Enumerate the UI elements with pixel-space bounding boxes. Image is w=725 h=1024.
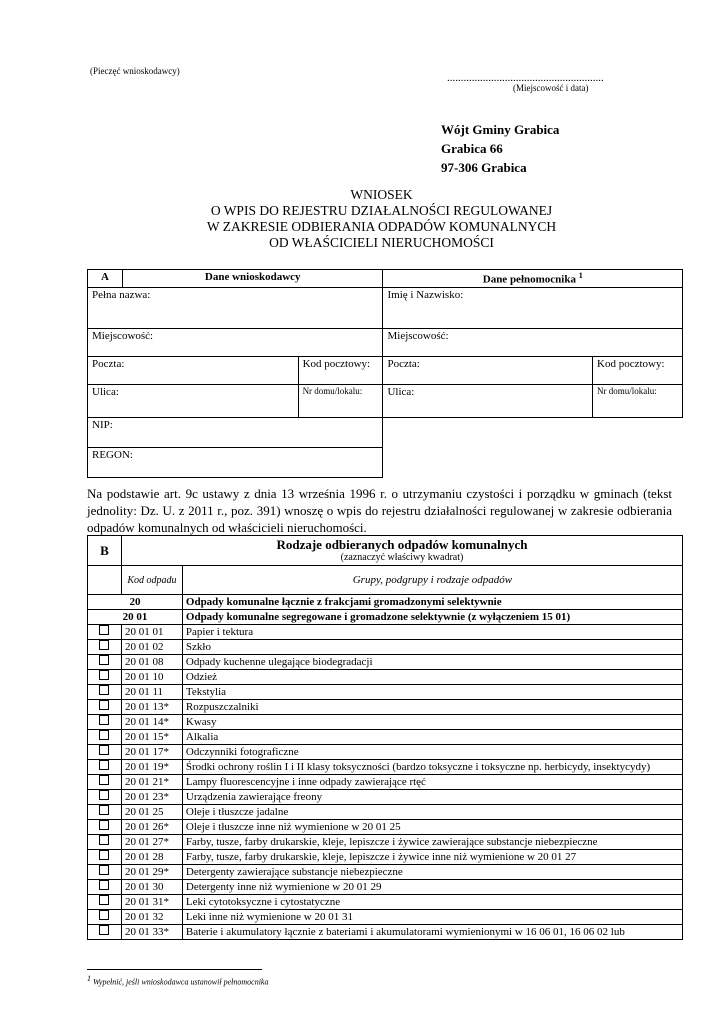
addressee-line-2: Grabica 66 [441,141,503,156]
waste-name: Rozpuszczalniki [182,700,682,715]
waste-checkbox[interactable] [99,685,109,695]
waste-code: 20 01 13* [121,700,182,715]
waste-code: 20 01 25 [121,805,182,820]
waste-code: 20 01 33* [121,925,182,940]
waste-row [88,805,683,820]
waste-row [88,730,683,745]
waste-row [88,685,683,700]
waste-checkbox-cell[interactable] [88,745,122,760]
waste-code: 20 01 27* [121,835,182,850]
waste-checkbox-cell[interactable] [88,925,122,940]
section-a-letter: A [88,270,123,288]
waste-code: 20 01 30 [121,880,182,895]
footnote [87,974,268,987]
waste-row [88,820,683,835]
waste-row [88,670,683,685]
proxy-header-text: Dane pełnomocnika [482,273,576,286]
proxy-post-field[interactable]: Poczta: [383,356,593,384]
applicant-nip-field[interactable]: NIP: [88,417,383,447]
waste-checkbox[interactable] [99,790,109,800]
col-groups-header: Grupy, podgrupy i rodzaje odpadów [182,566,682,595]
waste-code: 20 01 19* [121,760,182,775]
footnote-separator [87,969,262,970]
waste-code: 20 01 29* [121,865,182,880]
waste-checkbox-cell[interactable] [88,730,122,745]
waste-checkbox[interactable] [99,880,109,890]
waste-row [88,895,683,910]
applicant-regon-field[interactable]: REGON: [88,447,383,477]
waste-row [88,640,683,655]
waste-name: Odzież [182,670,682,685]
applicant-full-name-field[interactable]: Pełna nazwa: [88,287,383,328]
empty-cell [88,566,122,595]
waste-code: 20 01 02 [121,640,182,655]
waste-checkbox-cell[interactable] [88,700,122,715]
proxy-postcode-field[interactable]: Kod pocztowy: [593,356,683,384]
title-line-2: O WPIS DO REJESTRU DZIAŁALNOŚCI REGULOWANEJ [210,203,553,218]
waste-name: Odpady kuchenne ulegające biodegradacji [182,655,682,670]
waste-row [88,715,683,730]
waste-checkbox[interactable] [99,865,109,875]
addressee-line-3: 97-306 Grabica [441,160,527,175]
waste-code: 20 01 32 [121,910,182,925]
addressee-block [441,120,559,177]
waste-checkbox-cell[interactable] [88,850,122,865]
waste-checkbox[interactable] [99,925,109,935]
applicant-post-field[interactable]: Poczta: [88,356,299,384]
section-b-table [87,535,683,940]
waste-checkbox[interactable] [99,625,109,635]
waste-checkbox[interactable] [99,850,109,860]
waste-checkbox-cell[interactable] [88,670,122,685]
waste-checkbox-cell[interactable] [88,655,122,670]
waste-checkbox-cell[interactable] [88,640,122,655]
empty-cell [383,417,683,447]
waste-name: Alkalia [182,730,682,745]
waste-checkbox[interactable] [99,895,109,905]
waste-checkbox[interactable] [99,700,109,710]
waste-name: Szkło [182,640,682,655]
waste-row [88,625,683,640]
waste-name: Odczynniki fotograficzne [182,745,682,760]
subgroup-code: 20 01 [88,610,183,625]
addressee-line-1: Wójt Gminy Grabica [441,122,560,137]
waste-checkbox[interactable] [99,775,109,785]
group-code: 20 [88,595,183,610]
section-b-letter: B [88,536,122,566]
waste-checkbox-cell[interactable] [88,790,122,805]
waste-code: 20 01 14* [121,715,182,730]
subgroup-name: Odpady komunalne segregowane i gromadzone selektywnie (z wyłączeniem 15 01) [182,610,682,625]
waste-checkbox[interactable] [99,640,109,650]
waste-code: 20 01 21* [121,775,182,790]
waste-row [88,790,683,805]
waste-checkbox-cell[interactable] [88,625,122,640]
waste-name: Baterie i akumulatory łącznie z bateriami i akumulatorami wymienionymi w 16 06 01, 16 06 02 lub [182,925,682,940]
waste-name: Detergenty zawierające substancje niebezpieczne [182,865,682,880]
waste-checkbox-cell[interactable] [88,865,122,880]
waste-checkbox-cell[interactable] [88,820,122,835]
waste-code: 20 01 11 [121,685,182,700]
waste-row [88,925,683,940]
applicant-house-field[interactable]: Nr domu/lokalu: [298,384,383,417]
section-b-header [121,536,682,566]
waste-checkbox[interactable] [99,715,109,725]
waste-name: Oleje i tłuszcze inne niż wymienione w 20 01 25 [182,820,682,835]
waste-checkbox[interactable] [99,670,109,680]
waste-checkbox[interactable] [99,910,109,920]
waste-code: 20 01 31* [121,895,182,910]
waste-code: 20 01 15* [121,730,182,745]
waste-checkbox-cell[interactable] [88,880,122,895]
waste-code: 20 01 10 [121,670,182,685]
waste-row [88,700,683,715]
waste-name: Środki ochrony roślin I i II klasy toksyczności (bardzo toksyczne i toksyczne np. herbicydy, insektycydy) [182,760,682,775]
waste-row [88,760,683,775]
waste-row [88,655,683,670]
waste-name: Leki inne niż wymienione w 20 01 31 [182,910,682,925]
waste-checkbox[interactable] [99,760,109,770]
waste-checkbox[interactable] [99,805,109,815]
applicant-street-field[interactable]: Ulica: [88,384,299,417]
waste-checkbox-cell[interactable] [88,895,122,910]
proxy-footnote-mark: 1 [578,271,583,280]
applicant-postcode-field[interactable]: Kod pocztowy: [298,356,383,384]
title-line-3: W ZAKRESIE ODBIERANIA ODPADÓW KOMUNALNYCH [206,219,557,234]
waste-name: Papier i tektura [182,625,682,640]
waste-code: 20 01 08 [121,655,182,670]
footnote-text: Wypełnić, jeśli wnioskodawca ustanowił pełnomocnika [93,977,269,987]
waste-row [88,865,683,880]
place-date-dotted-line: ......................................................... [447,72,604,84]
applicant-city-field[interactable]: Miejscowość: [88,328,383,356]
waste-row [88,745,683,760]
section-a-table [87,269,683,478]
legal-basis-paragraph: Na podstawie art. 9c ustawy z dnia 13 września 1996 r. o utrzymaniu czystości i porządku w gminach (tekst jednolity: Dz. U. z 2011 r., poz. 391) wnoszę o wpis do rejestru działalności regulowanej w zakresie odbierania odpadów komunalnych od właścicieli nieruchomości. [87,486,672,535]
waste-name: Farby, tusze, farby drukarskie, kleje, lepiszcze i żywice zawierające substancje niebezpieczne [182,835,682,850]
col-code-header: Kod odpadu [121,566,182,595]
applicant-header: Dane wnioskodawcy [122,270,383,288]
waste-name: Tekstylia [182,685,682,700]
waste-name: Oleje i tłuszcze jadalne [182,805,682,820]
empty-cell [383,447,683,477]
group-name: Odpady komunalne łącznie z frakcjami gromadzonymi selektywnie [182,595,682,610]
document-title [90,187,673,251]
waste-checkbox-cell[interactable] [88,775,122,790]
waste-checkbox[interactable] [99,835,109,845]
proxy-name-field[interactable]: Imię i Nazwisko: [383,287,683,328]
section-b-title: Rodzaje odbieranych odpadów komunalnych [276,536,528,552]
title-line-1: WNIOSEK [350,187,413,202]
waste-row [88,880,683,895]
waste-name: Farby, tusze, farby drukarskie, kleje, lepiszcze i żywice inne niż wymienione w 20 01 27 [182,850,682,865]
proxy-house-field[interactable]: Nr domu/lokalu: [593,384,683,417]
waste-name: Detergenty inne niż wymienione w 20 01 29 [182,880,682,895]
waste-checkbox-cell[interactable] [88,835,122,850]
waste-name: Lampy fluorescencyjne i inne odpady zawierające rtęć [182,775,682,790]
waste-checkbox-cell[interactable] [88,685,122,700]
waste-checkbox[interactable] [99,730,109,740]
waste-name: Kwasy [182,715,682,730]
waste-code: 20 01 17* [121,745,182,760]
waste-code: 20 01 23* [121,790,182,805]
waste-checkbox[interactable] [99,655,109,665]
place-date-label: (Miejscowość i data) [513,83,589,93]
waste-name: Leki cytotoksyczne i cytostatyczne [182,895,682,910]
waste-checkbox-cell[interactable] [88,715,122,730]
waste-code: 20 01 26* [121,820,182,835]
waste-row [88,775,683,790]
waste-name: Urządzenia zawierające freony [182,790,682,805]
waste-row [88,850,683,865]
waste-row [88,835,683,850]
waste-code: 20 01 28 [121,850,182,865]
waste-checkbox[interactable] [99,745,109,755]
waste-checkbox[interactable] [99,820,109,830]
proxy-header [383,270,683,288]
waste-checkbox-cell[interactable] [88,910,122,925]
section-b-subtitle: (zaznaczyć właściwy kwadrat) [340,551,464,563]
waste-code: 20 01 01 [121,625,182,640]
waste-checkbox-cell[interactable] [88,805,122,820]
waste-row [88,910,683,925]
title-line-4: OD WŁAŚCICIELI NIERUCHOMOŚCI [269,235,494,250]
proxy-city-field[interactable]: Miejscowość: [383,328,683,356]
waste-checkbox-cell[interactable] [88,760,122,775]
footnote-mark: 1 [87,974,91,983]
applicant-stamp-label: (Pieczęć wnioskodawcy) [90,66,180,76]
proxy-street-field[interactable]: Ulica: [383,384,593,417]
